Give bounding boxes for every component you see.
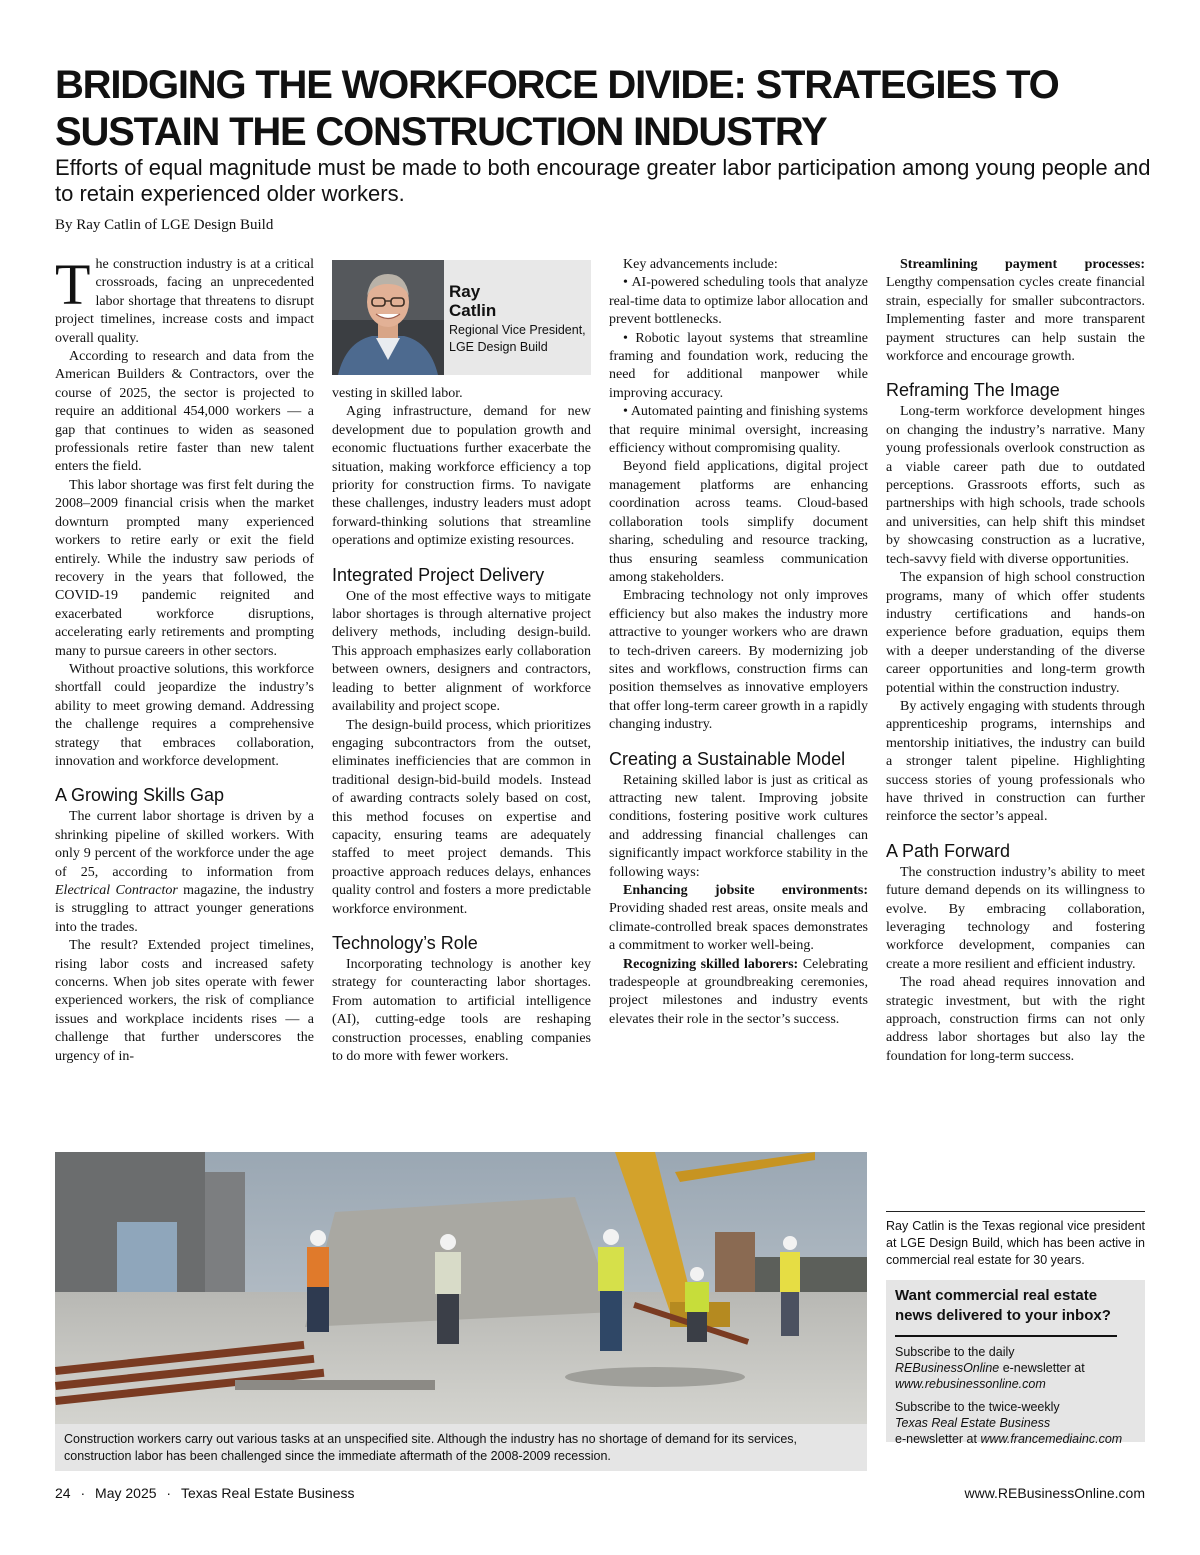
paragraph: Embracing technology not only improves efficiency but also makes the industry more attractive to younger workers who are drawn to tech-driven careers. By modernizing job sites and workflows, construction firms can position themselves as innovative employers that offer long-term career growth in a rapidly changing industry.	[609, 588, 868, 733]
section-heading: A Path Forward	[886, 840, 1011, 861]
headline: BRIDGING THE WORKFORCE DIVIDE: STRATEGIES TO SUSTAIN THE CONSTRUCTION INDUSTRY	[55, 63, 1059, 154]
section-heading: Technology’s Role	[332, 932, 478, 953]
page-number: 24	[55, 1485, 71, 1501]
paragraph: Long-term workforce development hinges on changing the industry’s narrative. Many young professionals overlook construction as a viable career path due to outdated perceptions. Grassroots efforts, such as partnerships with high schools, trade schools and universities, can help shift this mindset by showcasing construction as a lucrative, tech-savvy field with diverse opportunities.	[886, 404, 1145, 567]
paragraph: This labor shortage was first felt during the 2008–2009 financial crisis when the market downturn prompted many experienced workers to retire early or exit the field entirely. While the industry saw periods of recovery in the years that followed, the COVID-19 pandemic reignited and exacerbated workforce disruptions, accelerating early retirements and prompting many to pursue careers in other sectors.	[55, 477, 314, 659]
publication-name: REBusinessOnline	[895, 1361, 1000, 1375]
section-heading: A Growing Skills Gap	[55, 785, 225, 806]
bullet-item: • AI-powered scheduling tools that analyze real-time data to optimize labor allocation and prevent bottlenecks.	[609, 275, 868, 328]
paragraph: By actively engaging with students through apprenticeship programs, internships and mentorship initiatives, the industry can build a stronger talent pipeline. Highlighting success stories of young professionals who have thrived in construction can further reinforce the sector’s appeal.	[886, 698, 1145, 825]
paragraph: Incorporating technology is another key strategy for counteracting labor shortages. From automation to artificial intelligence (AI), cutting-edge tools are reshaping construction processes, enabling companies to do more with fewer workers.	[332, 956, 591, 1064]
photo-caption: Construction workers carry out various tasks at an unspecified site. Although the industry has no shortage of demand for its services, construction labor has been challenged since the immediate aftermath of the 2008-2009 recession.	[64, 1432, 798, 1463]
daily-newsletter-link[interactable]: www.rebusinessonline.com	[895, 1377, 1046, 1391]
paragraph: Beyond field applications, digital project management platforms are enhancing coordination across teams. Cloud-based collaboration tools simplify document sharing, scheduling and resource tracking, thus ensuring seamless communication among stakeholders.	[609, 459, 868, 585]
promo-divider	[895, 1335, 1117, 1337]
drop-cap: T	[55, 252, 91, 317]
paragraph: The design-build process, which prioritizes engaging subcontractors from the outset, eliminates inefficiencies that are common in traditional design-bid-build models. Instead of awarding contracts solely based on cost, this method focuses on expertise and capacity, ensuring teams are adequately staffed to meet project demands. This proactive approach reduces delays, enhances quality control and fosters a more predictable workforce environment.	[332, 717, 591, 917]
author-photo	[332, 260, 444, 375]
paragraph: The construction industry is at a critical crossroads, facing an unprecedented labor shortage that threatens to disrupt project timelines, increase costs and impact overall quality.	[55, 252, 314, 346]
paragraph: Key advancements include:	[623, 257, 778, 272]
paragraph: According to research and data from the American Builders & Contractors, over the course of 2025, the sector is projected to require an additional 454,000 workers — a gap that continues to widen as seasoned professionals retire faster than new talent enters the field.	[55, 349, 314, 475]
paragraph: vesting in skilled labor.	[332, 386, 463, 401]
footer-separator: ·	[166, 1485, 172, 1501]
column-2	[332, 385, 591, 1066]
author-bio: Ray Catlin is the Texas regional vice president at LGE Design Build, which has been active in commercial real estate for 30 years.	[886, 1211, 1145, 1269]
paragraph: Recognizing skilled laborers: Celebrating tradespeople at groundbreaking ceremonies, project milestones and industry events elevates their role in the sector’s success.	[609, 956, 868, 1027]
weekly-newsletter-link[interactable]: www.francemediainc.com	[980, 1432, 1123, 1446]
paragraph: The road ahead requires innovation and strategic investment, but with the right approach, construction firms can not only address labor shortages but also lay the foundation for long-term success.	[886, 975, 1145, 1064]
deck: Efforts of equal magnitude must be made to both encourage greater labor participation among young people and to retain experienced older workers.	[55, 155, 1151, 206]
bullet-item: • Robotic layout systems that streamline framing and foundation work, reducing the need for additional manpower while improving accuracy.	[609, 330, 868, 401]
run-in-head: Recognizing skilled laborers:	[623, 956, 799, 972]
photo-caption-box	[55, 1424, 867, 1471]
promo-title: Want commercial real estate news delivered to your inbox?	[895, 1287, 1111, 1324]
footer-separator: ·	[80, 1485, 86, 1501]
paragraph: One of the most effective ways to mitigate labor shortages is through alternative project delivery methods, including design-build. This approach emphasizes early collaboration between owners, designers and contractors, leading to better alignment of workforce availability and project scope.	[332, 588, 591, 715]
promo-weekly: Subscribe to the twice-weekly Texas Real Estate Business e-newsletter at www.francemediainc.com	[895, 1400, 1123, 1446]
publication-name: Texas Real Estate Business	[895, 1416, 1051, 1430]
paragraph: The construction industry’s ability to meet future demand depends on its willingness to evolve. By embracing collaboration, leveraging technology and fostering workforce development, companies can create a more resilient and efficient industry.	[886, 864, 1145, 972]
paragraph: The current labor shortage is driven by a shrinking pipeline of skilled workers. With only 9 percent of the workforce under the age of 25, according to information from Electrical Contractor magazine, the industry is struggling to attract younger generations into the trades.	[55, 809, 314, 935]
run-in-head: Streamlining payment processes:	[900, 257, 1145, 272]
paragraph: Enhancing jobsite environments: Providing shaded rest areas, onsite meals and climate-controlled break spaces demonstrates a commitment to worker well-being.	[609, 883, 868, 954]
column-4	[886, 256, 1145, 1066]
section-heading: Reframing The Image	[886, 380, 1060, 401]
paragraph: Streamlining payment processes: Lengthy compensation cycles create financial strain, especially for smaller subcontractors. Implementing faster and more transparent payment structures can help sustain the workforce and encourage growth.	[886, 257, 1145, 365]
paragraph: The expansion of high school construction programs, many of which offer students industry certifications and hands-on experience before graduation, equips them with a deeper understanding of the diverse career opportunities and long-term growth potential within the construction industry.	[886, 570, 1145, 696]
promo-daily: Subscribe to the daily REBusinessOnline e-newsletter at www.rebusinessonline.com	[895, 1345, 1085, 1391]
newsletter-promo	[886, 1280, 1145, 1446]
paragraph: Retaining skilled labor is just as critical as attracting new talent. Improving jobsite conditions, fostering positive work cultures and addressing financial challenges can significantly impact workforce stability in the following ways:	[609, 772, 868, 880]
bullet-item: • Automated painting and finishing systems that require minimal oversight, increasing efficiency without compromising quality.	[609, 404, 868, 457]
website-link[interactable]: www.REBusinessOnline.com	[964, 1485, 1145, 1501]
author-name: Ray Catlin	[449, 282, 497, 320]
publication-title: Texas Real Estate Business	[180, 1485, 355, 1501]
section-heading: Creating a Sustainable Model	[609, 748, 846, 769]
column-1	[55, 252, 314, 1066]
construction-site-photo	[55, 1152, 867, 1424]
column-3	[609, 256, 868, 1029]
section-heading: Integrated Project Delivery	[332, 564, 545, 585]
byline: By Ray Catlin of LGE Design Build	[55, 217, 274, 233]
magazine-title: Electrical Contractor	[55, 883, 178, 898]
paragraph: Aging infrastructure, demand for new development due to population growth and economic fluctuations further exacerbate the situation, making workforce efficiency a top priority for construction firms. To navigate these challenges, industry leaders must adopt forward-thinking solutions that streamline operations and optimize existing resources.	[332, 404, 591, 549]
run-in-head: Enhancing jobsite environments:	[623, 883, 868, 898]
paragraph: The result? Extended project timelines, rising labor costs and increased safety concerns. When job sites operate with fewer experienced workers, the risk of compliance issues and workplace incidents rises — a challenge that further underscores the urgency of in-	[55, 938, 314, 1064]
footer-folio	[55, 1485, 355, 1501]
issue-date: May 2025	[95, 1485, 157, 1501]
author-box	[332, 260, 591, 375]
paragraph: Without proactive solutions, this workforce shortfall could jeopardize the industry’s ability to meet growing demand. Addressing the challenge requires a comprehensive strategy that embraces collaboration, innovation and workforce development.	[55, 661, 314, 769]
author-title: Regional Vice President, LGE Design Build	[449, 323, 586, 354]
